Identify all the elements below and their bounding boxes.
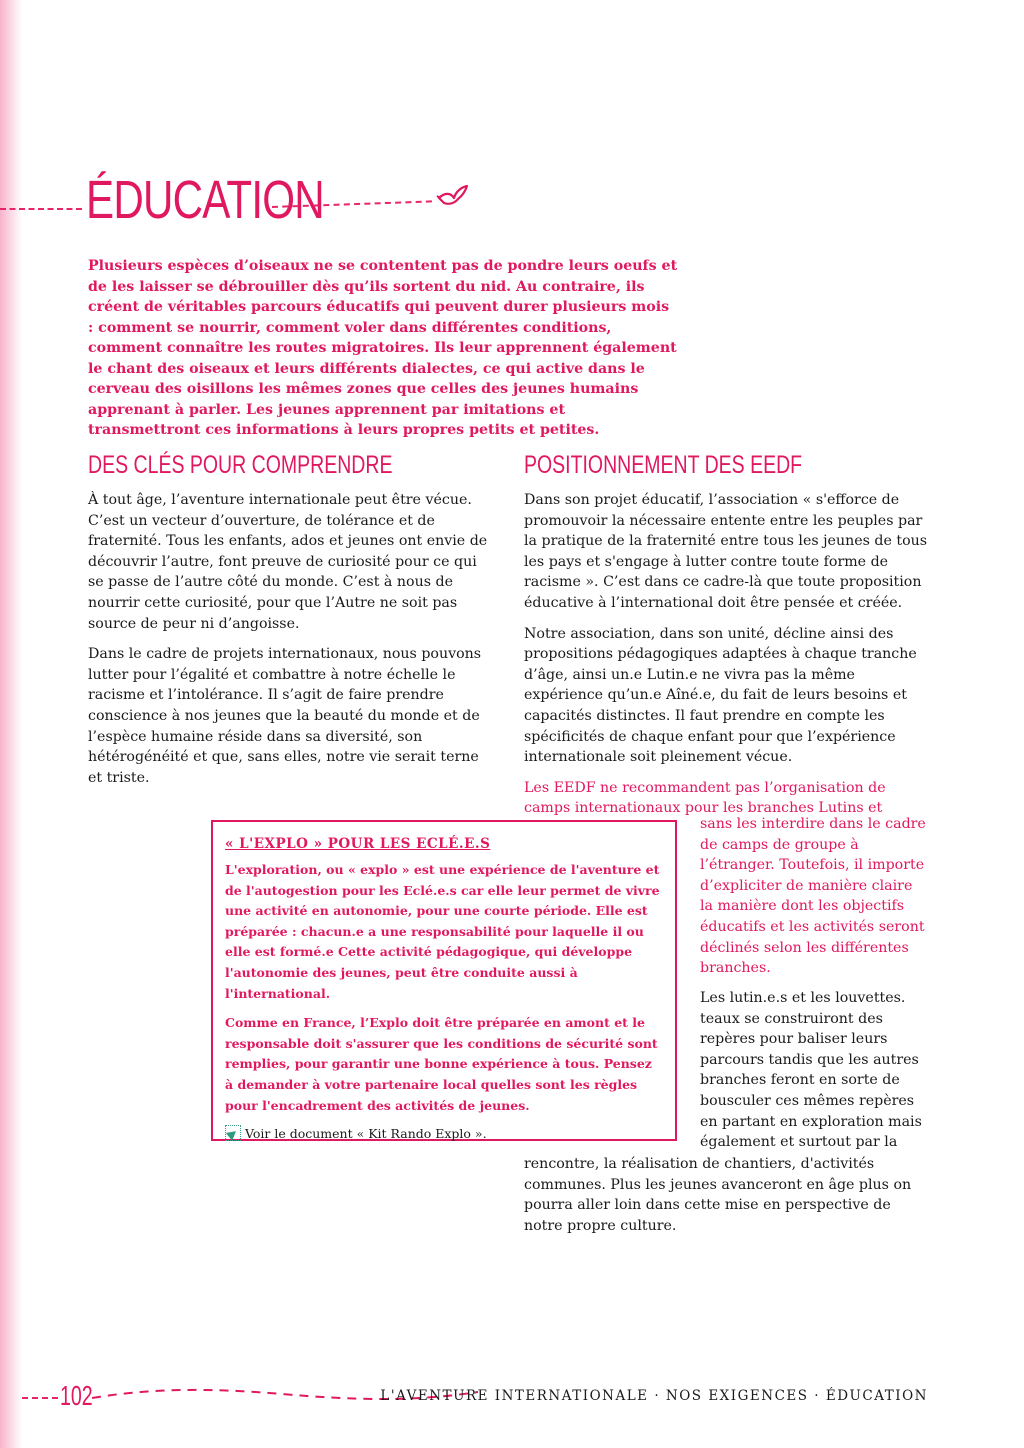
left-column bbox=[88, 450, 488, 798]
explo-info-box bbox=[211, 820, 677, 1141]
right-paragraph-2: Notre association, dans son unité, décline ainsi des propositions pédagogiques adaptées à chaque tranche d’âge, ainsi un.e Lutin.e ne vivra pas la même expérience qu’un.e Aîné.e, du fait de leurs besoins et capacités distinctes. Il faut prendre en compte les spécificités de chaque enfant pour que l’expérience internationale soit pleinement vécue. bbox=[524, 625, 917, 766]
right-paragraph-3a: Les EEDF ne recommandent pas l’organisation de camps internationaux pour les branches Lutins et bbox=[524, 779, 886, 817]
left-paragraph-1: À tout âge, l’aventure internationale peut être vécue. C’est un vecteur d’ouverture, de tolérance et de fraternité. Tous les enfants, ados et jeunes ont envie de découvrir l’autre, font preuve de curiosité pour ce qui se passe de l’autre côté du monde. C’est à nous de nourrir cette curiosité, pour que l’Autre ne soit pas source de peur ni d’angoisse. bbox=[88, 492, 488, 632]
title-dash-left bbox=[0, 208, 82, 210]
bird-icon bbox=[436, 182, 470, 212]
right-heading: POSITIONNEMENT DES EEDF bbox=[524, 451, 803, 479]
footer-dash-left bbox=[22, 1397, 58, 1399]
document-link-icon bbox=[225, 1125, 241, 1141]
right-paragraph-4a: Les lutin.e.s et les louvettes. teaux se construiront des repères pour baliser leurs parcours tandis que les autres branches feront en sorte de bousculer ces mêmes repères en partant en exploration mais également et surtout par la bbox=[700, 990, 922, 1151]
left-paragraph-2: Dans le cadre de projets internationaux, nous pouvons lutter pour l’égalité et combattre à notre échelle le racisme et l’intolérance. Il s’agit de faire prendre conscience à nos jeunes que la beauté du monde et de l’espèce humaine réside dans sa diversité, son hétérogénéité et que, sans elles, notre vie serait terne et triste. bbox=[88, 646, 482, 786]
document-link[interactable] bbox=[225, 1125, 663, 1141]
box-paragraph-2: Comme en France, l’Explo doit être préparée en amont et le responsable doit s'assurer que les conditions de sécurité sont remplies, pour garantir une bonne expérience à tous. Pensez à demander à votre partenaire local quelles sont les règles pour l'encadrement des activités de jeunes. bbox=[225, 1015, 658, 1113]
right-paragraph-1: Dans son projet éducatif, l’association « s'efforce de promouvoir la nécessaire entente entre les peuples par la pratique de la fraternité entre tous les jeunes de tous les pays et s'engage à lutter contre toute forme de racisme ». C’est dans ce cadre-là que toute proposition éducative à l’international doit être pensée et créée. bbox=[524, 492, 928, 611]
page-title: ÉDUCATION bbox=[86, 170, 324, 230]
page-edge-gradient bbox=[0, 0, 22, 1448]
intro-paragraph: Plusieurs espèces d’oiseaux ne se contentent pas de pondre leurs oeufs et de les laisser se débrouiller dès qu’ils sortent du nid. Au contraire, ils créent de véritables parcours éducatifs qui peuvent durer plusieurs mois : comment se nourrir, comment voler dans différentes conditions, comment connaître les routes migratoires. Ils leur apprennent également le chant des oiseaux et leurs différents dialectes, ce qui active dans le cerveau des oisillons les mêmes zones que celles des jeunes humains apprenant à parler. Les jeunes apprennent par imitations et transmettront ces informations à leurs propres petits et petites. bbox=[88, 258, 678, 438]
box-paragraph-1: L'exploration, ou « explo » est une expérience de l'aventure et de l'autogestion pour les Eclé.e.s car elle leur permet de vivre une activité en autonomie, pour une courte période. Elle est préparée : chacun.e a une responsabilité pour laquelle il ou elle est formé.e Cette activité pédagogique, qui développe l'autonomie des jeunes, peut être conduite aussi à l'international. bbox=[225, 862, 660, 1001]
left-heading: DES CLÉS POUR COMPRENDRE bbox=[88, 451, 393, 479]
page-number: 102 bbox=[60, 1380, 93, 1411]
right-column bbox=[524, 450, 928, 840]
right-paragraph-4b: rencontre, la réalisation de chantiers, d'activités communes. Plus les jeunes avanceront en âge plus on pourra aller loin dans cette mise en perspective de notre propre culture. bbox=[524, 1156, 912, 1234]
document-link-label: Voir le document « Kit Rando Explo ». bbox=[245, 1125, 487, 1141]
right-paragraph-3b: sans les interdire dans le cadre de camps de groupe à l’étranger. Toutefois, il importe d’expliciter de manière claire la manière dont les objectifs éducatifs et les activités seront déclinés selon les différentes branches. bbox=[700, 816, 926, 977]
footer-section-label: L'AVENTURE INTERNATIONALE · NOS EXIGENCES · ÉDUCATION bbox=[380, 1388, 928, 1404]
box-heading: « L'EXPLO » POUR LES ECLÉ.E.S bbox=[225, 836, 491, 852]
